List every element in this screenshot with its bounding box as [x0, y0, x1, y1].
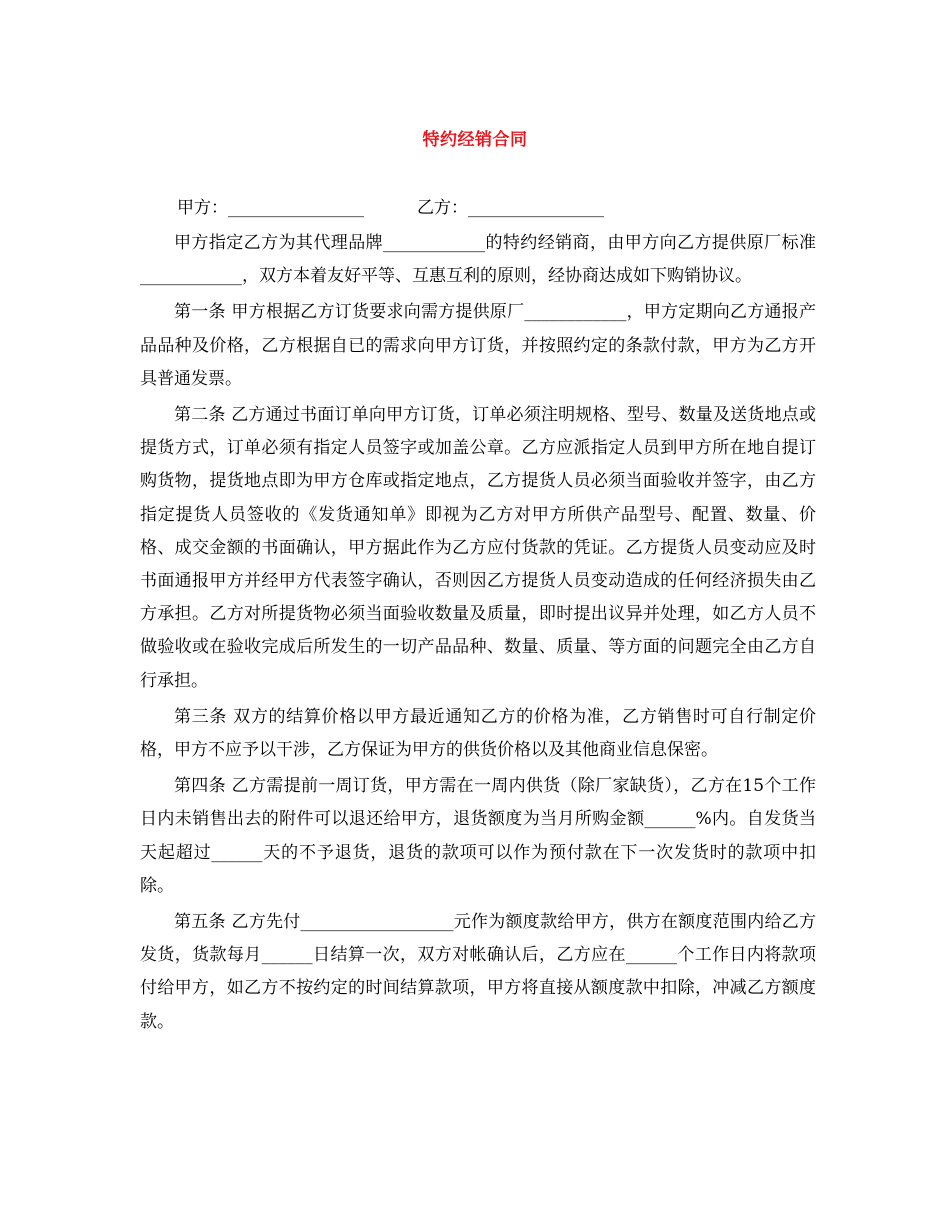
article-2-paragraph: 第二条 乙方通过书面订单向甲方订货，订单必须注明规格、型号、数量及送货地点或提货方式，订单必须有指定人员签字或加盖公章。乙方应派指定人员到甲方所在地自提订购货物，提货地点即为甲方仓库或指定地点，乙方提货人员必须当面验收并签字，由乙方指定提货人员签收的《发货通知单》即视为乙方对甲方所供产品型号、配置、数量、价格、成交金额的书面确认，甲方据此作为乙方应付货款的凭证。乙方提货人员变动应及时书面通报甲方并经甲方代表签字确认，否则因乙方提货人员变动造成的任何经济损失由乙方承担。乙方对所提货物必须当面验收数量及质量，即时提出议异并处理，如乙方人员不做验收或在验收完成后所发生的一切产品品种、数量、质量、等方面的问题完全由乙方自行承担。	[140, 405, 816, 691]
article-4-paragraph: 第四条 乙方需提前一周订货，甲方需在一周内供货（除厂家缺货），乙方在15个工作日内未销售出去的附件可以退还给甲方，退货额度为当月所购金额______%内。自发货当天起超过______天的不予退货，退货的款项可以作为预付款在下一次发货时的款项中扣除。	[140, 776, 816, 896]
contract-body	[140, 227, 816, 1042]
article-1-paragraph: 第一条 甲方根据乙方订货要求向需方提供原厂____________，甲方定期向乙方通报产品品种及价格，乙方根据自已的需求向甲方订货，并按照约定的条款付款，甲方为乙方开具普通发票。	[140, 302, 816, 389]
intro-paragraph: 甲方指定乙方为其代理品牌____________的特约经销商，由甲方向乙方提供原厂标准____________，双方本着友好平等、互惠互利的原则，经协商达成如下购销协议。	[140, 233, 816, 287]
article-3-paragraph: 第三条 双方的结算价格以甲方最近通知乙方的价格为准，乙方销售时可自行制定价格，甲方不应予以干涉，乙方保证为甲方的供货价格以及其他商业信息保密。	[140, 706, 816, 761]
document-title: 特约经销合同	[422, 130, 528, 150]
article-5-paragraph: 第五条 乙方先付__________________元作为额度款给甲方，供方在额度范围内给乙方发货，货款每月______日结算一次，双方对帐确认后，乙方应在______个工作日内将款项付给甲方，如乙方不按约定的时间结算款项，甲方将直接从额度款中扣除，冲减乙方额度款。	[140, 912, 816, 1032]
parties-line	[177, 196, 604, 220]
party-b-field: 乙方：________________	[417, 198, 604, 218]
party-a-field: 甲方：________________	[177, 198, 364, 218]
